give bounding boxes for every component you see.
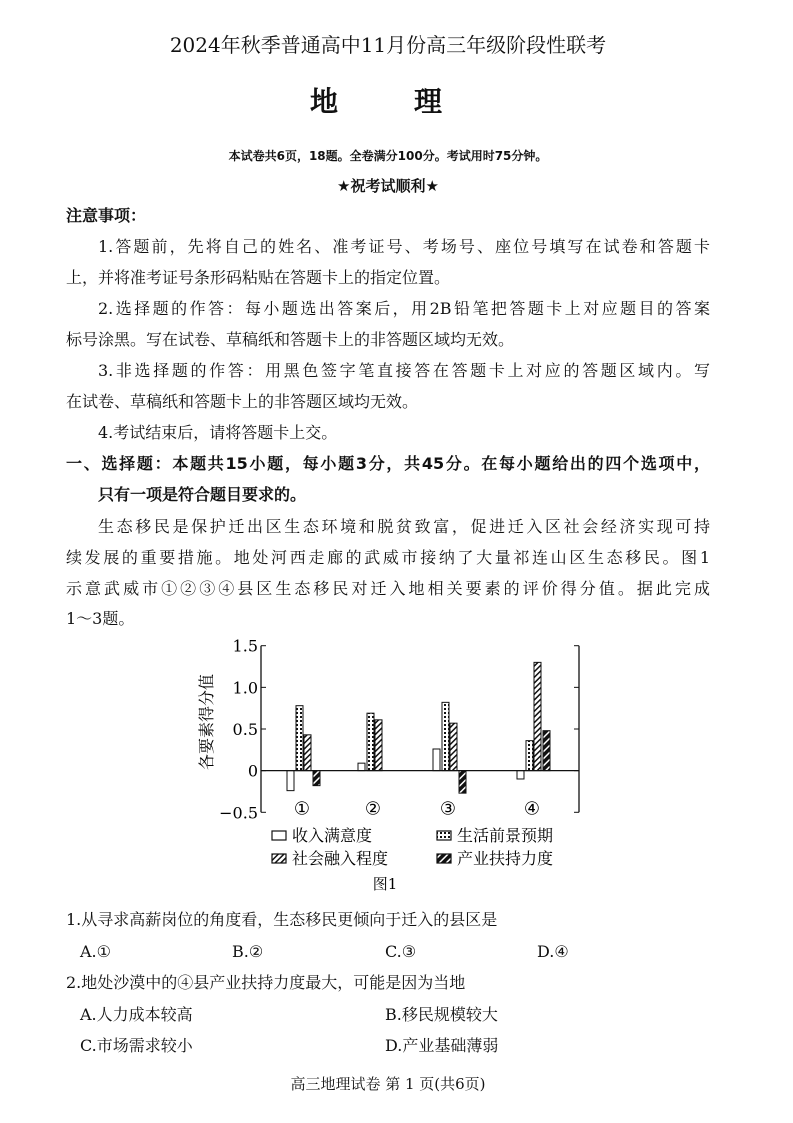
exam-info: 本试卷共6页，18题。全卷满分100分。考试用时75分钟。 — [228, 149, 548, 163]
legend-swatch — [437, 854, 451, 863]
x-category-label: ④ — [523, 798, 541, 820]
y-tick-label: 0 — [247, 761, 258, 781]
x-category-label: ② — [364, 798, 382, 820]
legend-label: 生活前景预期 — [457, 826, 554, 845]
q2-option-d[interactable]: D.产业基础薄弱 — [385, 1036, 499, 1055]
bar-1 — [287, 771, 294, 791]
figure-caption: 图1 — [372, 875, 398, 893]
legend-label: 社会融入程度 — [292, 849, 389, 868]
notice-line: 3.非选择题的作答：用黑色签字笔直接答在答题卡上对应的答题区域内。写 — [98, 361, 710, 380]
q2-option-a[interactable]: A.人力成本较高 — [80, 1005, 193, 1024]
q1-option-b[interactable]: B.② — [232, 942, 264, 961]
q1-option-d[interactable]: D.④ — [537, 942, 569, 961]
passage-line: 示意武威市①②③④县区生态移民对迁入地相关要素的评价得分值。据此完成 — [66, 579, 710, 598]
legend-swatch — [272, 854, 286, 863]
exam-title: 2024年秋季普通高中11月份高三年级阶段性联考 — [169, 33, 607, 57]
bar-1 — [358, 763, 365, 770]
q1-option-a[interactable]: A.① — [80, 942, 111, 961]
bar-3 — [534, 662, 541, 770]
notice-line: 2.选择题的作答：每小题选出答案后，用2B铅笔把答题卡上对应题目的答案 — [98, 299, 710, 318]
q2-option-b[interactable]: B.移民规模较大 — [385, 1005, 498, 1024]
passage-line: 生态移民是保护迁出区生态环境和脱贫致富，促进迁入区社会经济实现可持 — [98, 517, 710, 536]
legend-swatch — [272, 831, 286, 840]
y-axis-label: 各要素得分值 — [197, 673, 216, 770]
passage-line: 1～3题。 — [66, 609, 135, 628]
notice-heading: 注意事项： — [66, 206, 147, 225]
figure-1-bar-chart — [0, 635, 793, 895]
section-heading: 一、选择题：本题共15小题，每小题3分，共45分。在每小题给出的四个选项中， — [66, 454, 710, 473]
q2-option-c[interactable]: C.市场需求较小 — [80, 1036, 193, 1055]
y-tick-label: 1.0 — [232, 678, 258, 698]
notice-line: 4.考试结束后，请将答题卡上交。 — [98, 423, 338, 442]
bar-4 — [313, 771, 320, 786]
y-tick-label: −0.5 — [219, 803, 258, 823]
bar-1 — [517, 771, 524, 779]
question-1-stem: 1.从寻求高薪岗位的角度看，生态移民更倾向于迁入的县区是 — [66, 910, 498, 929]
bar-2 — [442, 702, 449, 770]
y-tick-label: 0.5 — [232, 720, 258, 739]
page-footer: 高三地理试卷 第 1 页(共6页) — [290, 1075, 486, 1093]
notice-line: 在试卷、草稿纸和答题卡上的非答题区域均无效。 — [66, 392, 419, 411]
bar-3 — [450, 723, 457, 770]
subject-title: 地 理 — [309, 85, 466, 118]
notice-line: 上，并将准考证号条形码粘贴在答题卡上的指定位置。 — [66, 268, 451, 287]
notice-line: 1.答题前，先将自己的姓名、准考证号、考场号、座位号填写在试卷和答题卡 — [98, 237, 710, 256]
section-heading-cont: 只有一项是符合题目要求的。 — [98, 485, 307, 504]
bar-1 — [433, 749, 440, 771]
passage-line: 续发展的重要措施。地处河西走廊的武威市接纳了大量祁连山区生态移民。图1 — [66, 548, 710, 567]
legend-label: 产业扶持力度 — [457, 849, 554, 868]
bar-2 — [296, 706, 303, 771]
bar-3 — [375, 720, 382, 771]
legend-swatch — [437, 831, 451, 840]
q1-option-c[interactable]: C.③ — [385, 942, 417, 961]
legend-label: 收入满意度 — [292, 826, 373, 845]
y-tick-label: 1.5 — [232, 636, 258, 656]
bar-2 — [526, 741, 533, 771]
x-category-label: ③ — [439, 798, 457, 820]
bar-4 — [543, 731, 550, 771]
bar-4 — [459, 771, 466, 793]
x-category-label: ① — [293, 798, 311, 820]
bar-3 — [304, 735, 311, 771]
question-2-stem: 2.地处沙漠中的④县产业扶持力度最大，可能是因为当地 — [66, 973, 466, 992]
bar-2 — [367, 713, 374, 770]
notice-line: 标号涂黑。写在试卷、草稿纸和答题卡上的非答题区域均无效。 — [66, 330, 515, 349]
good-luck-banner: ★祝考试顺利★ — [337, 177, 439, 195]
